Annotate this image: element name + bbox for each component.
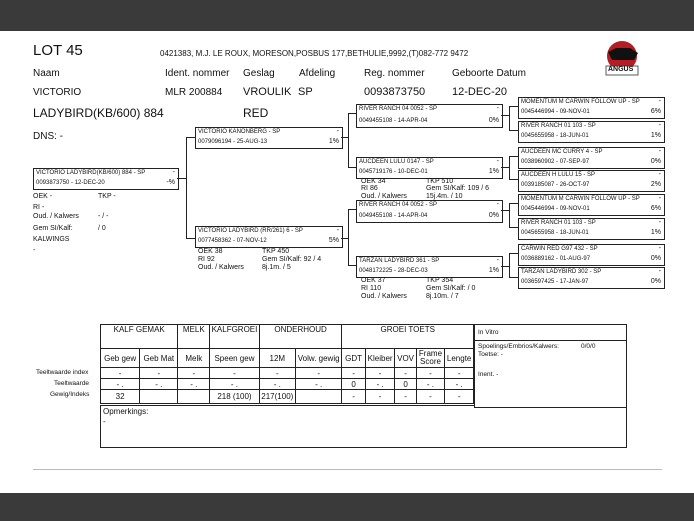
- animal-oek: OEK -: [33, 193, 53, 200]
- connector: [501, 210, 509, 211]
- kalwings-label: KALWINGS: [33, 236, 70, 243]
- label-afdeling: Afdeling: [299, 68, 336, 79]
- group-kalf-gemak: KALF GEMAK: [101, 325, 178, 349]
- ggp6-pct: 1%: [650, 229, 661, 236]
- dam-gem: Gem SI/Kalf: 92 / 4: [262, 256, 322, 263]
- great-grandparent-box-8: [518, 267, 665, 289]
- logo-text: ANGUS: [608, 66, 634, 73]
- name-prefix: VICTORIO: [33, 87, 82, 98]
- ggp5-line2: 0045446994 - 09-NOV-01: [521, 206, 590, 212]
- kalwings-value: -: [33, 247, 36, 254]
- animal-oud-label: Oud. / Kalwers: [33, 213, 79, 220]
- top-band: [0, 0, 694, 31]
- ggp7-pct: 0%: [650, 255, 661, 262]
- ggp2-dash: -: [658, 122, 661, 129]
- ggp4-pct: 2%: [650, 181, 661, 188]
- connector: [509, 203, 510, 227]
- cell: - .: [178, 379, 210, 390]
- gp4-ri: RI 110: [361, 285, 382, 292]
- remarks-box: [100, 405, 627, 448]
- cell: [295, 390, 342, 404]
- gp1-dash: -: [496, 105, 499, 112]
- cell: 217(100): [259, 390, 295, 404]
- angus-logo: [600, 38, 644, 78]
- animal-ri: RI -: [33, 204, 45, 211]
- birth-date: 12-DEC-20: [452, 86, 508, 98]
- label-geboorte: Geboorte Datum: [452, 68, 526, 79]
- animal-pct: -%: [166, 179, 175, 186]
- remarks-value: -: [103, 417, 106, 426]
- dns-value: DNS: -: [33, 131, 63, 142]
- dam-oek: OEK 38: [198, 248, 223, 255]
- animal-name: LADYBIRD(KB/600) 884: [33, 106, 164, 120]
- gp4-oud-value: 8j.10m. / 7: [426, 293, 459, 300]
- cell: -: [445, 390, 474, 404]
- connector: [509, 130, 518, 131]
- gp2-oek: OEK 34: [361, 178, 386, 185]
- sire-dash: -: [336, 128, 339, 135]
- cell: 218 (100): [210, 390, 260, 404]
- gp4-tkp: TKP 354: [426, 277, 454, 284]
- gp4-oud-label: Oud. / Kalwers: [361, 293, 407, 300]
- ggp8-dash: -: [658, 268, 661, 275]
- breeder-info: 0421383, M.J. LE ROUX, MORESON,POSBUS 177,BETHULIE,9992,(T)082-772 9472: [160, 49, 469, 58]
- cell: - .: [259, 379, 295, 390]
- ggp4-line1: AUCDEEN H LULU 15 - SP: [521, 172, 596, 178]
- col-geb-mat: Geb Mat: [140, 349, 178, 368]
- ggp6-line2: 0045655958 - 18-JUN-01: [521, 230, 589, 236]
- gp2-oud-label: Oud. / Kalwers: [361, 193, 407, 200]
- connector: [341, 238, 348, 239]
- grandparent-box-3: [356, 200, 503, 223]
- connector: [348, 167, 356, 168]
- ggp5-pct: 6%: [650, 205, 661, 212]
- table-row: [101, 368, 474, 379]
- great-grandparent-box-2: [518, 121, 665, 143]
- reg-value: 0093873750: [364, 86, 426, 98]
- cell: 0: [342, 379, 365, 390]
- ggp2-line1: RIVER RANCH 01 103 - SP: [521, 123, 596, 129]
- ggp2-line2: 0045655958 - 18-JUN-01: [521, 133, 589, 139]
- ggp7-dash: -: [658, 245, 661, 252]
- footer-divider: [33, 469, 662, 470]
- ident-value: MLR 200884: [165, 87, 223, 98]
- dam-line2: 0077458362 - 07-NOV-12: [198, 238, 267, 244]
- cell: - .: [416, 379, 445, 390]
- spoelings-label: Spoelings/Embrios/Kalwers:: [478, 343, 559, 350]
- animal-line2: 0093873750 - 12-DEC-20: [36, 180, 105, 186]
- afdeling-value: SP: [298, 86, 313, 98]
- cell: -: [140, 368, 178, 379]
- connector: [509, 156, 518, 157]
- cell: - .: [365, 379, 395, 390]
- connector: [348, 209, 349, 265]
- gp2-ri: RI 86: [361, 185, 378, 192]
- ggp5-line1: MOMENTUM M CARWIN FOLLOW UP - SP: [521, 196, 640, 202]
- ggp2-pct: 1%: [650, 132, 661, 139]
- connector: [509, 253, 518, 254]
- col-speen-gew: Speen gew: [210, 349, 260, 368]
- col-lengte: Lengte: [445, 349, 474, 368]
- cell: -: [445, 368, 474, 379]
- lot-number: LOT 45: [33, 42, 83, 59]
- great-grandparent-box-6: [518, 218, 665, 240]
- cell: -: [259, 368, 295, 379]
- cell: - .: [101, 379, 140, 390]
- animal-oud-value: - / -: [98, 213, 109, 220]
- ggp3-dash: -: [658, 148, 661, 155]
- connector: [348, 265, 356, 266]
- geslag-value: VROULIK: [243, 86, 292, 98]
- ggp8-line1: TARZAN LADYBIRD 302 - SP: [521, 269, 602, 275]
- connector: [501, 115, 509, 116]
- cell: [140, 390, 178, 404]
- connector: [186, 137, 195, 138]
- spoelings-value: 0/0/0: [581, 343, 596, 350]
- gp2-dash: -: [496, 158, 499, 165]
- cell: [178, 390, 210, 404]
- dam-tkp: TKP 450: [262, 248, 290, 255]
- connector: [341, 137, 348, 138]
- cell: -: [178, 368, 210, 379]
- col-volw-gewig: Volw. gewig: [295, 349, 342, 368]
- col-12m: 12M: [259, 349, 295, 368]
- ggp4-dash: -: [658, 171, 661, 178]
- great-grandparent-box-1: [518, 97, 665, 119]
- remarks-label: Opmerkings:: [103, 407, 149, 416]
- ggp1-dash: -: [658, 98, 661, 105]
- connector: [348, 113, 349, 167]
- cell: - .: [210, 379, 260, 390]
- animal-line1: VICTORIO LADYBIRD(KB/600) 884 - SP: [36, 170, 146, 176]
- col-geb-gew: Geb gew: [101, 349, 140, 368]
- connector: [509, 253, 510, 277]
- gp2-pct: 1%: [488, 168, 499, 175]
- cell: -: [210, 368, 260, 379]
- ggp7-line1: CARWIN RED G97 432 - SP: [521, 246, 598, 252]
- ggp6-line1: RIVER RANCH 01 103 - SP: [521, 220, 596, 226]
- dam-line1: VICTORIO LADYBIRD (RR/261) 6 - SP: [198, 228, 303, 234]
- gp3-line1: RIVER RANCH 04 0052 - SP: [359, 202, 438, 208]
- connector: [348, 113, 356, 114]
- connector: [186, 238, 195, 239]
- cell: -: [295, 368, 342, 379]
- animal-gem-value: / 0: [98, 225, 106, 232]
- ggp3-line2: 0038960902 - 07-SEP-97: [521, 159, 590, 165]
- row-label-teeltwaarde: Teeltwaarde: [54, 380, 90, 387]
- ggp1-line2: 0045446994 - 09-NOV-01: [521, 109, 590, 115]
- great-grandparent-box-3: [518, 147, 665, 169]
- gp3-pct: 0%: [488, 212, 499, 219]
- connector: [501, 266, 509, 267]
- in-vitro-label: In Vitro: [478, 329, 499, 336]
- row-label-gewig-indeks: Gewig/Indeks: [50, 391, 90, 398]
- ggp7-line2: 0036889162 - 01-AUG-97: [521, 256, 591, 262]
- ggp3-line1: AUCDEEN MC CURRY 4 - SP: [521, 149, 603, 155]
- connector: [501, 167, 509, 168]
- animal-dash: -: [172, 169, 175, 176]
- gp3-line2: 0049455108 - 14-APR-04: [359, 213, 428, 219]
- cell: -: [416, 368, 445, 379]
- gp3-dash: -: [496, 201, 499, 208]
- in-vitro-box: [474, 324, 627, 408]
- gp2-line1: AUCDEEN LULU 0147 - SP: [359, 159, 434, 165]
- cell: -: [395, 368, 416, 379]
- cell: 32: [101, 390, 140, 404]
- col-gdt: GDT: [342, 349, 365, 368]
- great-grandparent-box-4: [518, 170, 665, 192]
- row-label-teeltwaarde-index: Teeltwaarde index: [36, 369, 89, 376]
- grandparent-box-1: [356, 104, 503, 128]
- sire-box: [195, 127, 343, 149]
- cell: 0: [395, 379, 416, 390]
- cell: - .: [445, 379, 474, 390]
- col-melk: Melk: [178, 349, 210, 368]
- connector: [509, 227, 518, 228]
- animal-box: [33, 168, 179, 190]
- ggp6-dash: -: [658, 219, 661, 226]
- cell: -: [416, 390, 445, 404]
- connector: [509, 277, 518, 278]
- cell: -: [342, 390, 365, 404]
- gp4-gem: Gem SI/Kalf: / 0: [426, 285, 476, 292]
- colour-value: RED: [243, 106, 269, 120]
- gp1-line2: 0049455108 - 14-APR-04: [359, 118, 428, 124]
- animal-tkp: TKP -: [98, 193, 116, 200]
- connector: [509, 106, 518, 107]
- table-row: [101, 379, 474, 390]
- connector: [186, 137, 187, 238]
- label-geslag: Geslag: [243, 68, 275, 79]
- dam-dash: -: [336, 227, 339, 234]
- gp4-line2: 0048172225 - 28-DEC-03: [359, 268, 428, 274]
- col-vov: VOV: [395, 349, 416, 368]
- table-row: [101, 390, 474, 404]
- group-melk: MELK: [178, 325, 210, 349]
- col-kleiber: Kleiber: [365, 349, 395, 368]
- cell: -: [365, 368, 395, 379]
- ggp1-line1: MOMENTUM M CARWIN FOLLOW UP - SP: [521, 99, 640, 105]
- label-reg: Reg. nommer: [364, 68, 425, 79]
- cell: - .: [295, 379, 342, 390]
- ggp5-dash: -: [658, 195, 661, 202]
- cell: -: [365, 390, 395, 404]
- dam-ri: RI 92: [198, 256, 215, 263]
- sire-line1: VICTORIO KANONBERG - SP: [198, 129, 281, 135]
- sire-pct: 1%: [328, 138, 339, 145]
- connector: [348, 209, 356, 210]
- ggp8-pct: 0%: [650, 278, 661, 285]
- connector: [509, 179, 518, 180]
- sire-line2: 0079096194 - 25-AUG-13: [198, 139, 268, 145]
- group-onderhoud: ONDERHOUD: [259, 325, 342, 349]
- ggp8-line2: 0036597425 - 17-JAN-97: [521, 279, 589, 285]
- gp2-line2: 0045719176 - 10-DEC-01: [359, 169, 428, 175]
- great-grandparent-box-7: [518, 244, 665, 266]
- grandparent-box-4: [356, 256, 503, 278]
- connector: [509, 106, 510, 130]
- gp4-line1: TARZAN LADYBIRD 361 - SP: [359, 258, 440, 264]
- gp2-oud-value: 15j.4m. / 10: [426, 193, 463, 200]
- toetse-label: Toetse: -: [478, 351, 503, 358]
- col-frame-score: Frame Score: [416, 349, 445, 368]
- dam-oud-label: Oud. / Kalwers: [198, 264, 244, 271]
- group-kalfgroei: KALFGROEI: [210, 325, 260, 349]
- animal-gem-label: Gem SI/Kalf:: [33, 225, 73, 232]
- dam-box: [195, 226, 343, 248]
- gp4-dash: -: [496, 257, 499, 264]
- ggp1-pct: 6%: [650, 108, 661, 115]
- ggp4-line2: 0039185087 - 26-OCT-97: [521, 182, 590, 188]
- gp1-line1: RIVER RANCH 04 0052 - SP: [359, 106, 438, 112]
- gp1-pct: 0%: [488, 117, 499, 124]
- great-grandparent-box-5: [518, 194, 665, 216]
- label-naam: Naam: [33, 68, 60, 79]
- connector: [509, 203, 518, 204]
- label-ident: Ident. nommer: [165, 68, 230, 79]
- performance-table: [100, 324, 474, 404]
- connector: [177, 178, 186, 179]
- connector: [509, 156, 510, 179]
- gp4-pct: 1%: [488, 267, 499, 274]
- gp2-tkp: TKP 510: [426, 178, 454, 185]
- cell: -: [101, 368, 140, 379]
- grandparent-box-2: [356, 157, 503, 179]
- group-groei-toets: GROEI TOETS: [342, 325, 474, 349]
- gp4-oek: OEK 37: [361, 277, 386, 284]
- cell: - .: [140, 379, 178, 390]
- dam-pct: 5%: [328, 237, 339, 244]
- cell: -: [342, 368, 365, 379]
- gp2-gem: Gem SI/Kalf: 109 / 6: [426, 185, 490, 192]
- ggp3-pct: 0%: [650, 158, 661, 165]
- inent-label: Inent. -: [478, 371, 499, 378]
- dam-oud-value: 8j.1m. / 5: [262, 264, 291, 271]
- bottom-band: [0, 493, 694, 521]
- cell: -: [395, 390, 416, 404]
